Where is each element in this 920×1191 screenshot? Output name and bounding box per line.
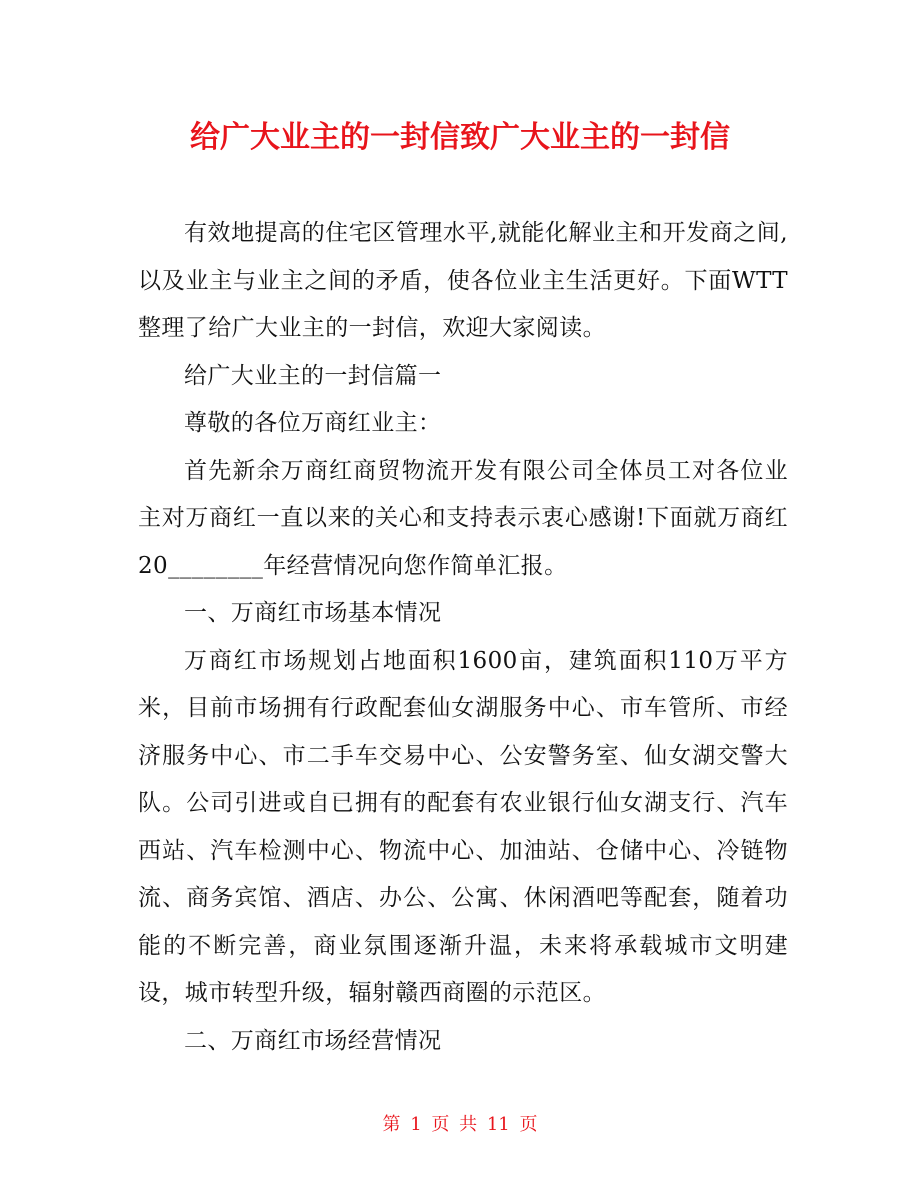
document-title: 给广大业主的一封信致广大业主的一封信 <box>190 120 730 155</box>
section-heading-basic-info: 一、万商红市场基本情况 <box>184 600 442 626</box>
paragraph-intro: 有效地提高的住宅区管理水平,就能化解业主和开发商之间,以及业主与业主之间的矛盾，使各位业主生活更好。下面WTT整理了给广大业主的一封信，欢迎大家阅读。 <box>138 220 788 341</box>
paragraph-thanks: 首先新余万商红商贸物流开发有限公司全体员工对各位业主对万商红一直以来的关心和支持表示衷心感谢!下面就万商红20________年经营情况向您作简单汇报。 <box>138 457 788 579</box>
document-body <box>138 210 788 1065</box>
paragraph-market-overview: 万商红市场规划占地面积1600亩，建筑面积110万平方米，目前市场拥有行政配套仙女湖服务中心、市车管所、市经济服务中心、市二手车交易中心、公安警务室、仙女湖交警大队。公司引进或自已拥有的配套有农业银行仙女湖支行、汽车西站、汽车检测中心、物流中心、加油站、仓储中心、冷链物流、商务宾馆、酒店、办公、公寓、休闲酒吧等配套，随着功能的不断完善，商业氛围逐渐升温，未来将承载城市文明建设，城市转型升级，辐射赣西商圈的示范区。 <box>138 647 788 1006</box>
page-footer: 第 1 页 共 11 页 <box>382 1114 538 1135</box>
salutation: 尊敬的各位万商红业主： <box>184 410 442 436</box>
section-heading-operations: 二、万商红市场经营情况 <box>184 1027 442 1054</box>
section-heading-letter-one: 给广大业主的一封信篇一 <box>184 362 442 389</box>
